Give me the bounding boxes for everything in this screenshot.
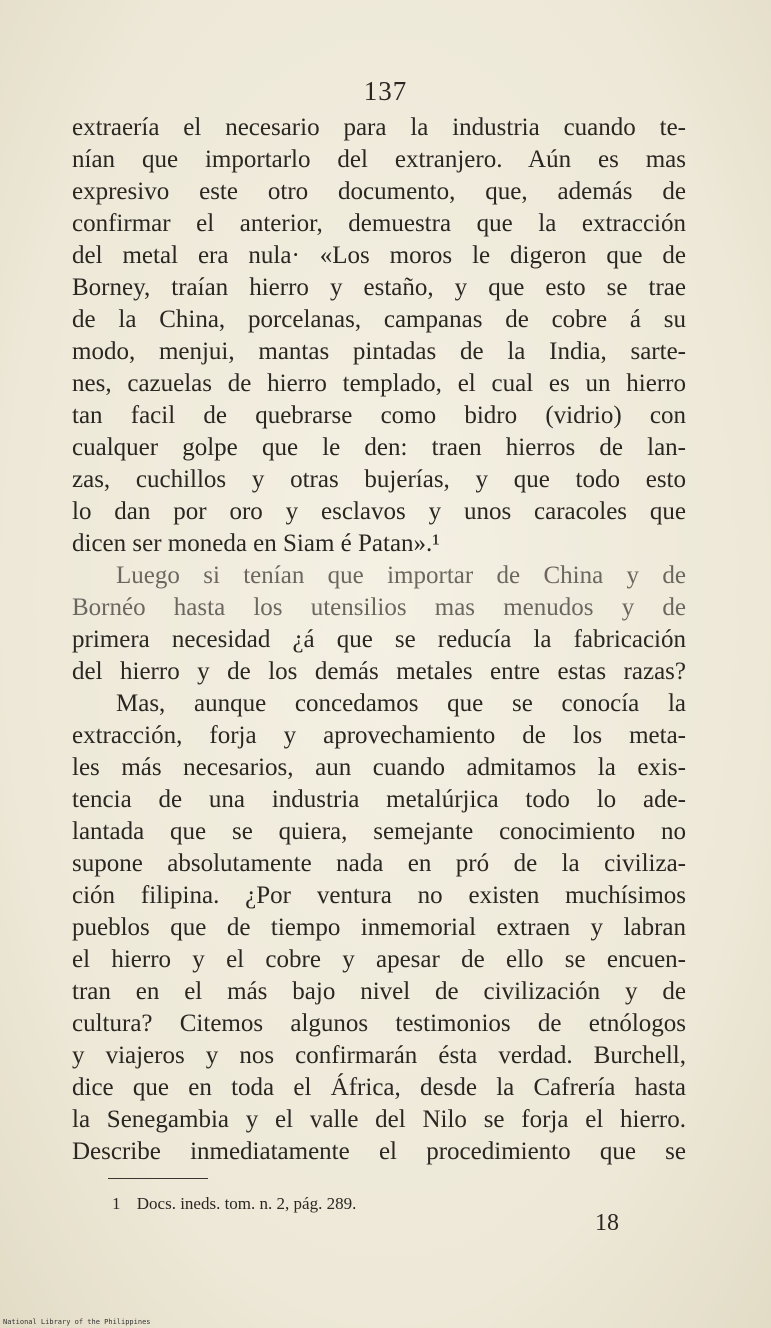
text-line: extraería el necesario para la industria cuando te-	[72, 114, 686, 141]
text-line: tran en el más bajo nivel de civilización y de	[72, 978, 686, 1005]
text-line: nían que importarlo del extranjero. Aún es mas	[72, 146, 686, 173]
text-line: nes, cazuelas de hierro templado, el cual es un hierro	[72, 370, 686, 397]
text-line: dicen ser moneda en Siam é Patan».¹	[72, 530, 440, 557]
text-line: Describe inmediatamente el procedimiento que se	[72, 1138, 686, 1165]
text-line: lantada que se quiera, semejante conocimiento no	[72, 818, 686, 845]
text-line: extracción, forja y aprovechamiento de los meta-	[72, 722, 686, 749]
text-line: ción filipina. ¿Por ventura no existen muchísimos	[72, 882, 686, 909]
text-line: y viajeros y nos confirmarán ésta verdad. Burchell,	[72, 1042, 686, 1069]
paragraph-start-line: Luego si tenían que importar de China y de	[116, 562, 686, 589]
page-number: 137	[363, 76, 408, 106]
text-line: les más necesarios, aun cuando admitamos la exis-	[72, 754, 686, 781]
paragraph-start-line: Mas, aunque concedamos que se conocía la	[116, 690, 686, 717]
text-line: Borney, traían hierro y estaño, y que esto se trae	[72, 274, 686, 301]
text-line: expresivo este otro documento, que, además de	[72, 178, 686, 205]
footnote-divider	[108, 1178, 208, 1179]
text-line: tan facil de quebrarse como bidro (vidrio) con	[72, 402, 686, 429]
text-line: la Senegambia y el valle del Nilo se forja el hierro.	[72, 1106, 686, 1133]
footnote-number: 1	[112, 1194, 121, 1213]
footnote-text: Docs. ineds. tom. n. 2, pág. 289.	[136, 1194, 357, 1213]
text-line: del hierro y de los demás metales entre estas razas?	[72, 658, 686, 685]
body-text	[72, 112, 686, 1168]
text-line: tencia de una industria metalúrjica todo lo ade-	[72, 786, 686, 813]
text-line: confirmar el anterior, demuestra que la extracción	[72, 210, 686, 237]
text-line: lo dan por oro y esclavos y unos caracoles que	[72, 498, 686, 525]
text-line: del metal era nula· «Los moros le digeron que de	[72, 242, 686, 269]
text-line: primera necesidad ¿á que se reducía la fabricación	[72, 626, 686, 653]
text-line: pueblos que de tiempo inmemorial extraen y labran	[72, 914, 686, 941]
text-line: modo, menjui, mantas pintadas de la India, sarte-	[72, 338, 686, 365]
text-line: dice que en toda el África, desde la Cafrería hasta	[72, 1074, 686, 1101]
text-line: el hierro y el cobre y apesar de ello se encuen-	[72, 946, 686, 973]
text-line: supone absolutamente nada en pró de la civiliza-	[72, 850, 686, 877]
signature-mark: 18	[595, 1210, 619, 1236]
text-line: zas, cuchillos y otras bujerías, y que todo esto	[72, 466, 686, 493]
text-line: de la China, porcelanas, campanas de cobre á su	[72, 306, 686, 333]
text-line: cultura? Citemos algunos testimonios de etnólogos	[72, 1010, 686, 1037]
library-credit: National Library of the Philippines	[3, 1318, 151, 1326]
text-line: Bornéo hasta los utensilios mas menudos y de	[72, 594, 686, 621]
text-line: cualquer golpe que le den: traen hierros de lan-	[72, 434, 686, 461]
